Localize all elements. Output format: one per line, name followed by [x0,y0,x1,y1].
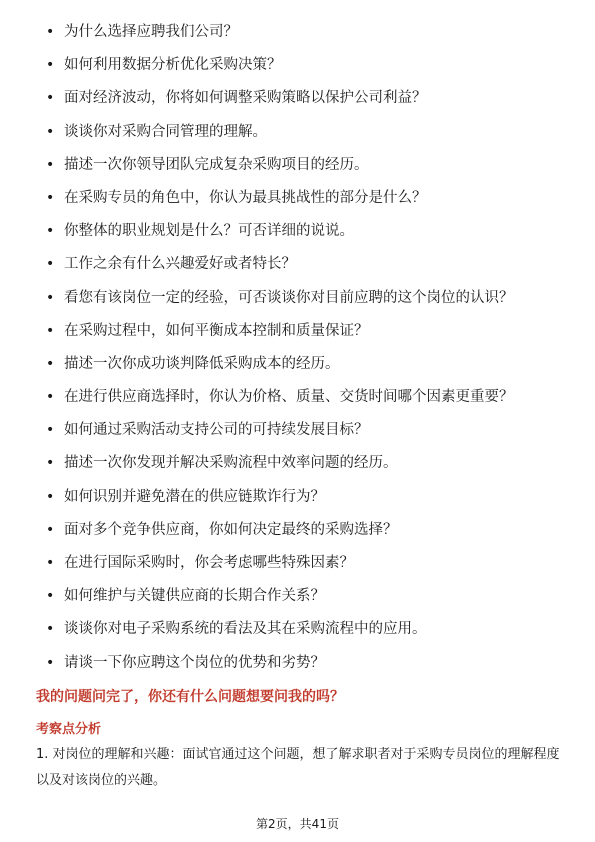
question-list [46,22,566,686]
question-item: • 描述一次你发现并解决采购流程中效率问题的经历。 [46,453,566,474]
question-item: • 谈谈你对采购合同管理的理解。 [46,122,566,143]
question-item: • 工作之余有什么兴趣爱好或者特长？ [46,254,566,275]
closing-question: 我的问题问完了，你还有什么问题想要问我的吗？ [36,689,344,705]
question-item: • 如何利用数据分析优化采购决策？ [46,55,566,76]
question-item: • 在进行供应商选择时，你认为价格、质量、交货时间哪个因素更重要？ [46,387,566,408]
question-item: • 如何维护与关键供应商的长期合作关系？ [46,586,566,607]
analysis-heading: 考察点分析 [36,722,102,737]
question-item: • 描述一次你领导团队完成复杂采购项目的经历。 [46,155,566,176]
question-item: • 面对多个竞争供应商，你如何决定最终的采购选择？ [46,520,566,541]
question-item: • 在采购过程中，如何平衡成本控制和质量保证？ [46,321,566,342]
question-item: • 请谈一下你应聘这个岗位的优势和劣势？ [46,653,566,674]
question-item: • 为什么选择应聘我们公司？ [46,22,566,43]
question-item: • 看您有该岗位一定的经验，可否谈谈你对目前应聘的这个岗位的认识？ [46,288,566,309]
question-item: • 描述一次你成功谈判降低采购成本的经历。 [46,354,566,375]
question-item: • 谈谈你对电子采购系统的看法及其在采购流程中的应用。 [46,619,566,640]
page-number: 第2页，共41页 [256,817,339,831]
question-item: • 如何识别并避免潜在的供应链欺诈行为？ [46,487,566,508]
analysis-paragraph: 1. 对岗位的理解和兴趣：面试官通过这个问题，想了解求职者对于采购专员岗位的理解程度以及对该岗位的兴趣。 [36,747,560,788]
question-item: • 在进行国际采购时，你会考虑哪些特殊因素？ [46,553,566,574]
question-item: • 如何通过采购活动支持公司的可持续发展目标？ [46,420,566,441]
question-item: • 面对经济波动，你将如何调整采购策略以保护公司利益？ [46,88,566,109]
question-item: • 你整体的职业规划是什么？可否详细的说说。 [46,221,566,242]
question-item: • 在采购专员的角色中，你认为最具挑战性的部分是什么？ [46,188,566,209]
